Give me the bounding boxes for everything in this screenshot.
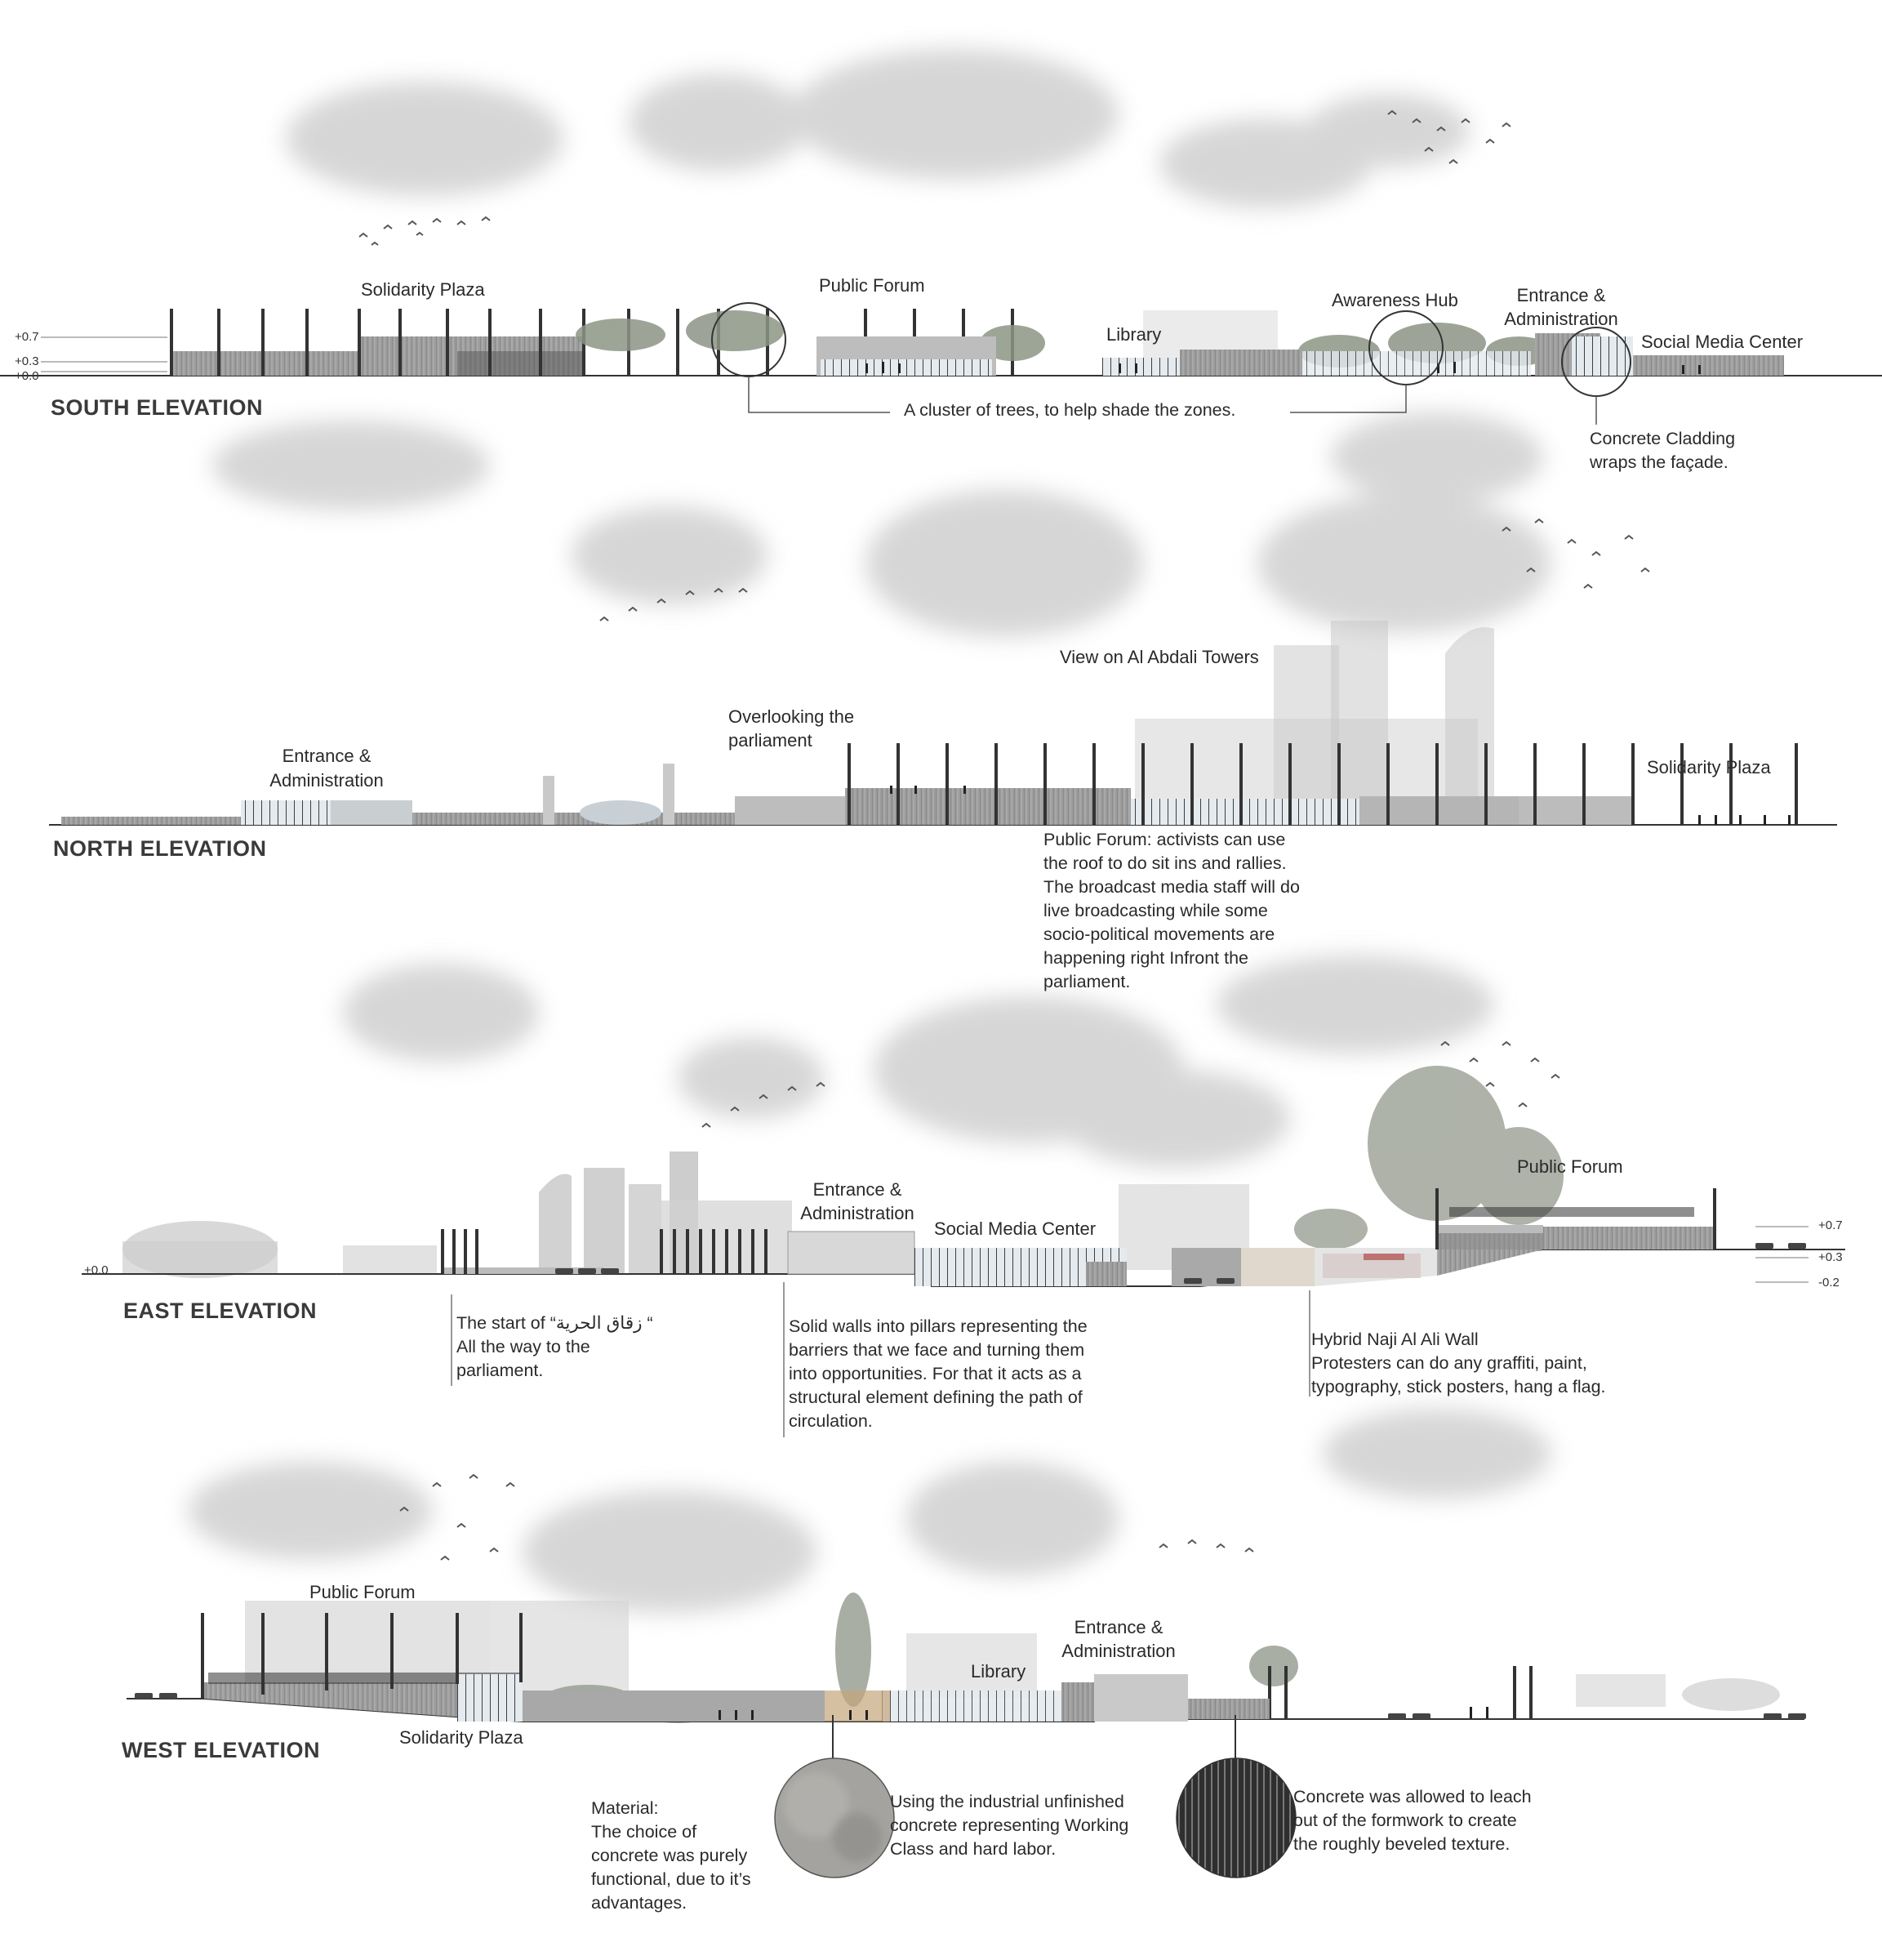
level-marker: +0.0 xyxy=(84,1263,109,1277)
level-marker: +0.0 xyxy=(15,369,39,383)
label-public-forum: Public Forum xyxy=(1517,1156,1623,1177)
level-marker: +0.3 xyxy=(15,354,39,368)
note-material: Material: The choice of concrete was purely functional, due to it’s advantages. xyxy=(591,1798,751,1913)
level-marker: -0.2 xyxy=(1818,1276,1840,1290)
note-naji-al-ali-wall: Hybrid Naji Al Ali Wall Protesters can do any graffiti, paint, typography, stick posters, hang a flag. xyxy=(1311,1330,1606,1396)
label-solidarity-plaza: Solidarity Plaza xyxy=(1647,757,1771,777)
note-tree-cluster: A cluster of trees, to help shade the zones. xyxy=(904,400,1236,420)
level-marker: +0.7 xyxy=(15,330,39,344)
label-entrance: Entrance & xyxy=(282,746,372,766)
concrete-swatch-icon xyxy=(1177,1758,1296,1878)
label-awareness-hub: Awareness Hub xyxy=(1332,290,1458,310)
east-elevation-title: EAST ELEVATION xyxy=(123,1298,318,1323)
label-entrance: Entrance & xyxy=(812,1179,902,1200)
label-administration: Administration xyxy=(1504,309,1618,329)
label-overlooking-parliament: Overlooking the parliament xyxy=(728,706,855,751)
label-library: Library xyxy=(971,1661,1026,1682)
label-administration: Administration xyxy=(800,1203,914,1223)
label-abdali-towers: View on Al Abdali Towers xyxy=(1060,647,1259,667)
note-public-forum-roof: Public Forum: activists can use the roof to do sit ins and rallies. The broadcast media staff will do live broadcasting while some socio-political movements are happening right Infront the parliament. xyxy=(1043,830,1300,991)
note-concrete-cladding: Concrete Cladding wraps the façade. xyxy=(1590,429,1736,472)
label-solidarity-plaza: Solidarity Plaza xyxy=(399,1727,523,1748)
south-elevation-title: SOUTH ELEVATION xyxy=(51,395,264,420)
label-entrance: Entrance & xyxy=(1516,285,1606,305)
north-elevation-drawing xyxy=(49,621,1837,825)
label-public-forum: Public Forum xyxy=(309,1582,416,1602)
label-administration: Administration xyxy=(269,770,384,791)
note-freedom-alley-start: The start of “زقاق الحرية “ All the way to the parliament. xyxy=(456,1313,653,1380)
note-industrial-concrete: Using the industrial unfinished concrete representing Working Class and hard labor. xyxy=(890,1792,1129,1859)
note-solid-walls-pillars: Solid walls into pillars representing the barriers that we face and turning them into opportunities. For that it acts as a structural element defining the path of circulation. xyxy=(789,1316,1088,1431)
north-elevation-title: NORTH ELEVATION xyxy=(53,836,267,861)
label-social-media-center: Social Media Center xyxy=(934,1218,1097,1239)
west-elevation-title: WEST ELEVATION xyxy=(122,1738,320,1762)
label-public-forum: Public Forum xyxy=(819,275,925,296)
label-social-media-center: Social Media Center xyxy=(1641,332,1804,352)
label-solidarity-plaza: Solidarity Plaza xyxy=(361,279,485,300)
level-marker: +0.3 xyxy=(1818,1250,1843,1264)
concrete-swatch-icon xyxy=(775,1758,894,1878)
label-administration: Administration xyxy=(1061,1641,1176,1661)
label-entrance: Entrance & xyxy=(1074,1617,1163,1637)
level-marker: +0.7 xyxy=(1818,1218,1843,1232)
label-library: Library xyxy=(1106,324,1162,345)
note-leached-concrete: Concrete was allowed to leach out of the formwork to create the roughly beveled texture. xyxy=(1293,1787,1532,1854)
